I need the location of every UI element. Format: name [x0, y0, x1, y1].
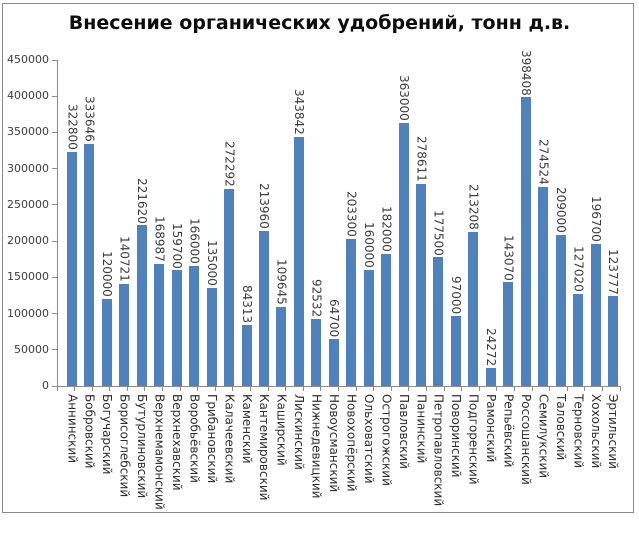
- x-axis-category-label: Бутурлиновский: [135, 394, 150, 499]
- bar-value-label: 143070: [501, 234, 516, 281]
- x-axis-category-label: Новоусманский: [327, 394, 342, 493]
- bar: [346, 239, 356, 386]
- bar-value-label: 135000: [204, 240, 219, 287]
- bar-value-label: 127020: [571, 246, 586, 292]
- y-axis-tick-label: 100000: [7, 306, 49, 320]
- bar: [154, 264, 164, 386]
- y-axis-tick-label: 300000: [7, 161, 49, 175]
- bar-value-label: 274524: [536, 139, 551, 186]
- bar-value-label: 182000: [379, 206, 394, 253]
- bar-value-label: 140721: [117, 236, 132, 283]
- bar: [329, 339, 339, 386]
- bar: [538, 187, 548, 386]
- x-axis-tick: [250, 386, 251, 391]
- x-axis-tick: [268, 386, 269, 391]
- y-axis-tick: [52, 277, 57, 278]
- x-axis-tick: [197, 386, 198, 391]
- x-axis-tick: [567, 386, 568, 391]
- bar: [556, 235, 566, 386]
- x-axis-tick: [373, 386, 374, 391]
- x-axis-category-label: Ольховатский: [361, 394, 376, 484]
- x-axis-category-label: Каширский: [274, 394, 289, 466]
- x-axis-category-label: Петропавловский: [431, 394, 446, 507]
- bar-value-label: 177500: [431, 209, 446, 256]
- x-axis-tick: [303, 386, 304, 391]
- x-axis-category-label: Богучарский: [100, 394, 115, 475]
- bar-value-label: 343842: [292, 89, 307, 135]
- y-axis-line: [57, 60, 58, 387]
- x-axis-tick: [57, 386, 58, 391]
- x-axis-tick: [215, 386, 216, 391]
- bar: [189, 266, 199, 386]
- bar: [242, 325, 252, 386]
- bar-value-label: 322800: [65, 104, 80, 151]
- x-axis-tick: [549, 386, 550, 391]
- bar-value-label: 363000: [396, 75, 411, 122]
- x-axis-tick: [285, 386, 286, 391]
- x-axis-tick: [584, 386, 585, 391]
- x-axis-tick: [479, 386, 480, 391]
- y-axis-tick-label: 0: [42, 379, 49, 392]
- bar-value-label: 120000: [100, 251, 115, 298]
- y-axis-tick-label: 50000: [14, 342, 49, 356]
- bar: [84, 144, 94, 386]
- bar: [294, 137, 304, 386]
- y-axis-tick: [52, 96, 57, 97]
- bar: [486, 368, 496, 386]
- x-axis-category-label: Верхнехавский: [169, 394, 184, 491]
- bar-value-label: 159700: [169, 222, 184, 269]
- x-axis-tick: [461, 386, 462, 391]
- x-axis-category-label: Репьёвский: [501, 394, 516, 468]
- x-axis-tick: [620, 386, 621, 391]
- bar-value-label: 64700: [327, 298, 342, 338]
- x-axis-category-label: Верхнемамонский: [152, 394, 167, 510]
- x-axis-category-label: Новохопёрский: [344, 394, 359, 492]
- bar: [276, 307, 286, 386]
- x-axis-tick: [144, 386, 145, 391]
- x-axis-category-label: Хохольский: [588, 394, 603, 469]
- x-axis-category-label: Поворинский: [449, 394, 464, 478]
- bar: [521, 97, 531, 386]
- bar: [433, 257, 443, 386]
- bar-value-label: 84313: [239, 284, 254, 323]
- x-axis-tick: [232, 386, 233, 391]
- x-axis-category-label: Россошанский: [518, 394, 533, 485]
- y-axis-tick: [52, 204, 57, 205]
- bar-value-label: 97000: [449, 275, 464, 314]
- bar-value-label: 168987: [152, 215, 167, 262]
- x-axis-category-label: Эртильский: [606, 394, 621, 469]
- bar-value-label: 221620: [135, 177, 150, 224]
- x-axis-tick: [426, 386, 427, 391]
- bar: [137, 225, 147, 386]
- y-axis-tick: [52, 349, 57, 350]
- x-axis-tick: [162, 386, 163, 391]
- bar-value-label: 123777: [606, 248, 621, 295]
- y-axis-tick-label: 150000: [7, 270, 49, 284]
- bar: [416, 184, 426, 386]
- bar: [119, 284, 129, 386]
- x-axis-tick: [127, 386, 128, 391]
- x-axis-tick: [320, 386, 321, 391]
- x-axis-tick: [514, 386, 515, 391]
- bar-value-label: 213208: [466, 183, 481, 230]
- bar: [364, 270, 374, 386]
- bar-value-label: 92532: [309, 278, 324, 317]
- x-axis-category-label: Терновский: [571, 394, 586, 469]
- y-axis-tick: [52, 168, 57, 169]
- x-axis-category-label: Аннинский: [65, 394, 80, 463]
- x-axis-category-label: Нижнедевицкий: [309, 394, 324, 499]
- x-axis-line: [57, 386, 621, 387]
- x-axis-category-label: Панинский: [414, 394, 429, 464]
- x-axis-tick: [356, 386, 357, 391]
- y-axis-tick-label: 400000: [7, 89, 49, 103]
- x-axis-category-label: Бобровский: [82, 394, 97, 469]
- x-axis-category-label: Лискинский: [292, 394, 307, 470]
- x-axis-tick: [532, 386, 533, 391]
- y-axis-tick: [52, 241, 57, 242]
- x-axis-category-label: Подгоренский: [466, 394, 481, 485]
- bar-value-label: 398408: [518, 49, 533, 96]
- bar: [451, 316, 461, 386]
- x-axis-tick: [338, 386, 339, 391]
- bar-value-label: 209000: [553, 186, 568, 233]
- x-axis-category-label: Семилукский: [536, 394, 551, 479]
- bar: [311, 319, 321, 386]
- y-axis-tick-label: 250000: [7, 197, 49, 211]
- bar: [102, 299, 112, 386]
- y-axis-tick: [52, 132, 57, 133]
- bar-value-label: 24272: [484, 328, 499, 367]
- y-axis-tick: [52, 60, 57, 61]
- x-axis-category-label: Калачеевский: [222, 394, 237, 484]
- bar-value-label: 278611: [414, 136, 429, 183]
- bar: [468, 232, 478, 386]
- bar: [224, 189, 234, 386]
- x-axis-tick: [496, 386, 497, 391]
- x-axis-category-label: Павловский: [396, 394, 411, 469]
- bar: [172, 270, 182, 386]
- x-axis-tick: [74, 386, 75, 391]
- bar-value-label: 166000: [187, 217, 202, 264]
- bar: [399, 123, 409, 386]
- bar: [67, 152, 77, 386]
- x-axis-category-label: Борисоглебский: [117, 394, 132, 498]
- y-axis-tick-label: 350000: [7, 125, 49, 139]
- bar: [503, 282, 513, 386]
- bar: [259, 231, 269, 386]
- x-axis-tick: [109, 386, 110, 391]
- x-axis-tick: [391, 386, 392, 391]
- x-axis-category-label: Острогожский: [379, 394, 394, 486]
- x-axis-tick: [180, 386, 181, 391]
- x-axis-category-label: Грибановский: [204, 394, 219, 484]
- bar-value-label: 272292: [222, 140, 237, 187]
- x-axis-tick: [92, 386, 93, 391]
- bar-value-label: 333646: [82, 96, 97, 143]
- x-axis-category-label: Таловский: [553, 394, 568, 461]
- bar-value-label: 213960: [257, 183, 272, 229]
- x-axis-tick: [444, 386, 445, 391]
- bar: [591, 244, 601, 386]
- y-axis-tick-label: 450000: [7, 53, 49, 66]
- bar: [381, 254, 391, 386]
- x-axis-category-label: Кантемировский: [257, 394, 272, 501]
- y-axis-tick-label: 200000: [7, 234, 49, 248]
- x-axis-category-label: Каменский: [239, 394, 254, 464]
- bar-value-label: 196700: [588, 195, 603, 242]
- x-axis-tick: [408, 386, 409, 391]
- x-axis-tick: [602, 386, 603, 391]
- bar: [207, 288, 217, 386]
- x-axis-category-label: Рамонский: [484, 394, 499, 463]
- bar-value-label: 203300: [344, 190, 359, 237]
- bar: [573, 294, 583, 386]
- chart-title: Внесение органических удобрений, тонн д.в.: [68, 12, 571, 34]
- bar: [608, 296, 618, 386]
- x-axis-category-label: Воробьёвский: [187, 394, 202, 483]
- bar-value-label: 160000: [361, 222, 376, 269]
- bar-value-label: 109645: [274, 258, 289, 305]
- y-axis-tick: [52, 313, 57, 314]
